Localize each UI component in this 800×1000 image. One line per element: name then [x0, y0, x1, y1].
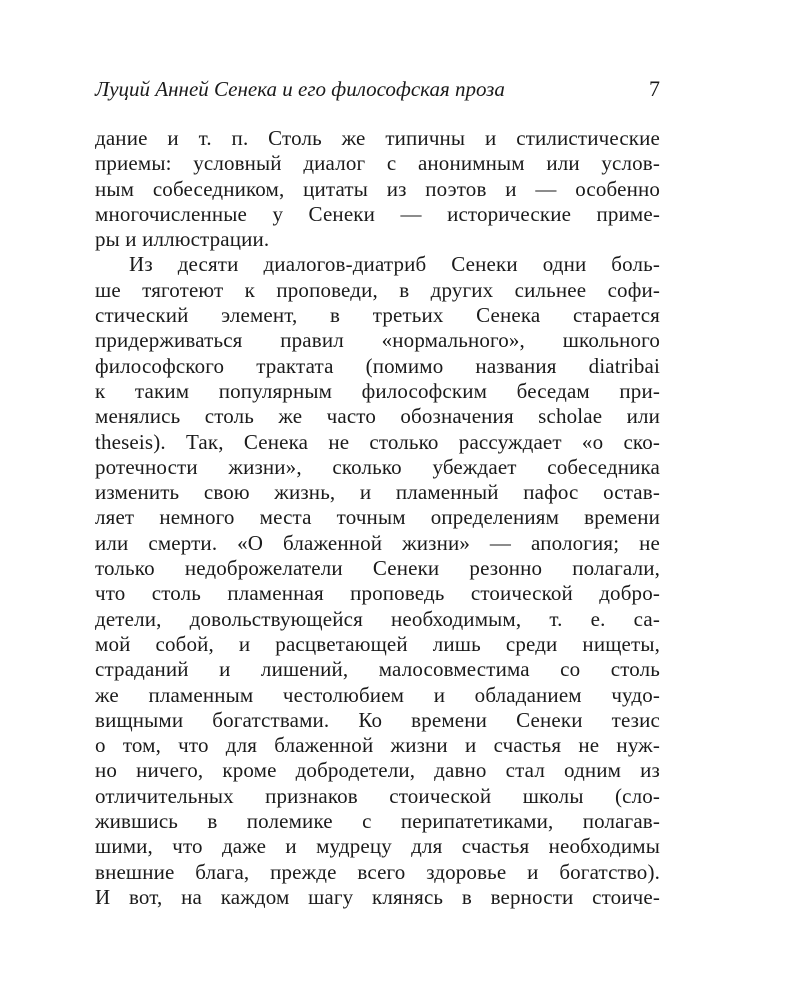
paragraph-start-line: Из десяти диалогов-диатриб Сенеки одни боль- — [129, 252, 660, 277]
text-line: о том, что для блаженной жизни и счастья не нуж- — [95, 733, 660, 758]
text-line: философского трактата (помимо названия diatribai — [95, 353, 660, 378]
text-line: шими, что даже и мудрецу для счастья необходимы — [95, 834, 660, 859]
text-line: что столь пламенная проповедь стоической добро- — [95, 581, 660, 606]
text-line: стический элемент, в третьих Сенека старается — [95, 303, 660, 328]
text-line: страданий и лишений, малосовместима со столь — [95, 657, 660, 682]
running-title: Луций Анней Сенека и его философская проза — [95, 77, 505, 101]
text-line: жившись в полемике с перипатетиками, полагав- — [95, 809, 660, 834]
text-line: ляет немного места точным определениям времени — [95, 505, 660, 530]
text-line: многочисленные у Сенеки — исторические приме- — [95, 201, 660, 226]
text-line: менялись столь же часто обозначения scholae или — [95, 404, 660, 429]
running-head — [95, 74, 660, 106]
text-line: или смерти. «О блаженной жизни» — апология; не — [95, 530, 660, 555]
body-text — [95, 126, 660, 910]
text-line: же пламенным честолюбием и обладанием чудо- — [95, 682, 660, 707]
text-line: ше тяготеют к проповеди, в других сильнее софи- — [95, 277, 660, 302]
text-line: дание и т. п. Столь же типичны и стилистические — [95, 126, 660, 150]
page-number: 7 — [649, 76, 660, 101]
text-line: мой собой, и расцветающей лишь среди нищеты, — [95, 631, 660, 656]
text-line: ротечности жизни», сколько убеждает собеседника — [95, 454, 660, 479]
text-line: ры и иллюстрации. — [95, 227, 270, 252]
text-line: отличительных признаков стоической школы (сло- — [95, 783, 660, 808]
text-line: вищными богатствами. Ко времени Сенеки тезис — [95, 707, 660, 732]
text-line: детели, довольствующейся необходимым, т. е. са- — [95, 606, 660, 631]
text-line: внешние блага, прежде всего здоровье и богатство). — [95, 859, 660, 884]
text-line: приемы: условный диалог с анонимным или услов- — [95, 151, 660, 176]
text-line: придерживаться правил «нормального», школьного — [95, 328, 660, 353]
text-line: И вот, на каждом шагу клянясь в верности стоиче- — [95, 884, 660, 909]
text-line: theseis). Так, Сенека не столько рассуждает «о ско- — [95, 429, 660, 454]
text-line: только недоброжелатели Сенеки резонно полагали, — [95, 556, 660, 581]
text-line: к таким популярным философским беседам при- — [95, 378, 660, 403]
text-line: изменить свою жизнь, и пламенный пафос остав- — [95, 480, 660, 505]
text-line: ным собеседником, цитаты из поэтов и — особенно — [95, 176, 660, 201]
text-line: но ничего, кроме добродетели, давно стал одним из — [95, 758, 660, 783]
